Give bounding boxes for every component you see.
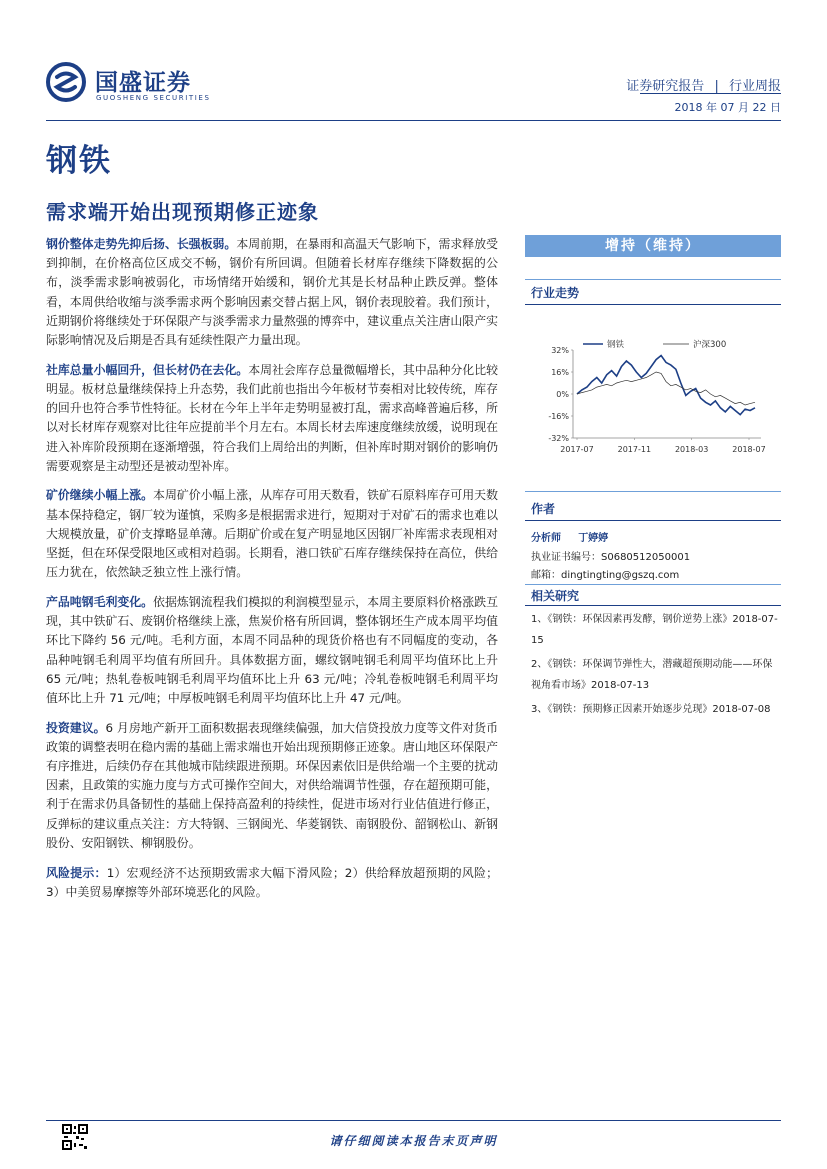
- y-tick-label: 0%: [556, 390, 569, 399]
- paragraph: 矿价继续小幅上涨。本周矿价小幅上涨，从库存可用天数看，铁矿石原料库存可用天数基本保持稳定，钢厂较为谨慎，采购多是根据需求进行，短期对于对矿石的需求也难以大规模放量，矿价支撑略显单薄。后期矿价或在复产明显地区因钢厂补库需求表现相对坚挺，但在环保受限地区或相对趋弱。长期看，港口铁矿石库存继续保持在高位，供给压力犹在，依然缺乏独立性上涨行情。: [46, 488, 498, 580]
- y-tick-label: -16%: [548, 412, 569, 421]
- report-date: 2018 年 07 月 22 日: [674, 101, 781, 114]
- related-item[interactable]: 2、《钢铁：环保调节弹性大，潜藏超预期动能——环保视角看市场》2018-07-13: [531, 659, 773, 691]
- brand-name-en: GUOSHENG SECURITIES: [96, 94, 211, 102]
- related-title: 相关研究: [531, 589, 580, 603]
- related-research-list: [531, 609, 781, 723]
- divider: [525, 520, 781, 521]
- x-tick-label: 2017-11: [617, 445, 652, 454]
- paragraph: 钢价整体走势先抑后扬、长强板弱。本周前期，在暴雨和高温天气影响下，需求释放受到抑制，在价格高位区成交不畅，钢价有所回调。但随着长材库存继续下降数据的公布，淡季需求影响被弱化，市场情绪开始缓和，钢价尤其是长材品种止跌反弹。整体看，本周供给收缩与淡季需求两个影响因素交替占据上风，钢价表现胶着。我们预计，近期钢价将继续处于环保限产与淡季需求力量熬强的博弈中，建议重点关注唐山限产实际影响情况及后期是否具有延续性限产力量出现。: [46, 237, 498, 348]
- x-tick-label: 2017-07: [560, 445, 594, 454]
- paragraph: 社库总量小幅回升，但长材仍在去化。本周社会库存总量微幅增长，其中品种分化比较明显。板材总量继续保持上升态势，我们此前也指出今年板材节奏相对比较传统，库存的回升也符合季节性特征。长材在今年上半年走势明显被打乱，需求高峰普遍后移，所以对长材库存观察对比往年应提前半个月左右。本周长材去库速度继续放缓，说明现在进入补库阶段预期在逐渐增强，符合我们上周给出的判断，但补库时期对钢价的影响仍需要观察是主动型还是被动型补库。: [46, 362, 498, 473]
- report-type: 证券研究报告 | 行业周报: [626, 79, 781, 94]
- footer-divider: [46, 1120, 781, 1121]
- legend-label: 钢铁: [607, 340, 625, 350]
- paragraph: 投资建议。6 月房地产新开工面积数据表现继续偏强，加大信贷投放力度等文件对货币政策的调整表明在稳内需的基础上需求端也开始出现预期修正迹象。唐山地区环保限产有序推进，后续仍存在其他城市陆续跟进预期。环保因素依旧是供给端一个主要的扰动因素，且政策的实施力度与方式可操作空间大，对供给端调节性强，存在超预期可能，利于在需求仍具备韧性的基础上保持高盈利的持续性，促进市场对行业估值进行修正，反弹标的建议重点关注：方大特钢、三钢闽光、华菱钢铁、南钢股份、韶钢松山、新钢股份、安阳钢铁、柳钢股份。: [46, 720, 498, 850]
- logo-icon: [46, 62, 86, 102]
- cert-number: 执业证书编号：S0680512050001: [531, 552, 691, 563]
- related-item[interactable]: 1、《钢铁：环保因素再发酵，钢价逆势上涨》2018-07-15: [531, 614, 778, 646]
- y-tick-label: 16%: [551, 368, 569, 377]
- brand-name: 国盛证券: [95, 70, 191, 96]
- rating-badge: 增持（维持）: [525, 235, 781, 257]
- y-tick-label: 32%: [551, 346, 569, 355]
- analyst: 分析师 丁婷婷: [531, 533, 609, 544]
- trend-title: 行业走势: [531, 286, 580, 300]
- legend-label: 沪深300: [693, 340, 727, 350]
- y-tick-label: -32%: [548, 434, 569, 443]
- author-title: 作者: [531, 502, 556, 516]
- x-tick-label: 2018-07: [732, 445, 766, 454]
- paragraph: 风险提示：1）宏观经济不达预期致需求大幅下滑风险；2）供给释放超预期的风险；3）中美贸易摩擦等外部环境恶化的风险。: [46, 865, 498, 899]
- footer-disclaimer: 请仔细阅读本报告末页声明: [329, 1134, 498, 1148]
- sector-title: 钢铁: [46, 143, 112, 179]
- email-link[interactable]: dingtingting@gszq.com: [561, 570, 680, 581]
- divider: [525, 279, 781, 280]
- divider: [525, 491, 781, 492]
- report-title: 需求端开始出现预期修正迹象: [46, 200, 319, 224]
- email: 邮箱：dingtingting@gszq.com: [531, 570, 680, 581]
- divider: [525, 304, 781, 305]
- series-line-csi300: [577, 372, 755, 405]
- x-tick-label: 2018-03: [674, 445, 709, 454]
- paragraph: 产品吨钢毛利变化。依据炼钢流程我们模拟的利润模型显示，本周主要原料价格涨跌互现，其中铁矿石、废钢价格继续上涨，焦炭价格有所回调，整体钢坯生产成本周平均值环比下降约 56 元/吨。毛利方面，本周不同品种的现货价格也有不同幅度的变动，各品种吨钢毛利周平均值有所回升。具体数据方面，螺纹钢吨钢毛利周平均值环比上升 65 元/吨；热轧卷板吨钢毛利周平均值环比上升 63 元/吨；冷轧卷板吨钢毛利周平均值环比上升 71 元/吨；中厚板吨钢毛利周平均值环比上升 47 元/吨。: [46, 594, 498, 705]
- related-item[interactable]: 3、《钢铁：预期修正因素开始逐步兑现》2018-07-08: [531, 704, 771, 715]
- divider: [525, 584, 781, 585]
- top-divider: [46, 120, 781, 121]
- report-body: [46, 235, 498, 913]
- trend-chart: [525, 338, 781, 462]
- divider: [525, 605, 781, 606]
- header-divider: [640, 93, 781, 94]
